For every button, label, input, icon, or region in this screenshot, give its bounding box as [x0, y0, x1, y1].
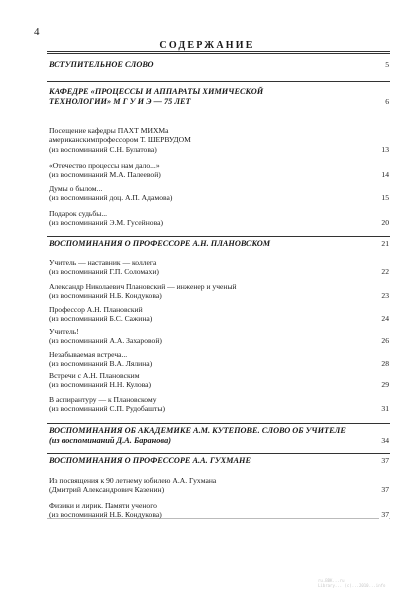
toc-entry-line: [49, 282, 389, 291]
toc-entry-line: [49, 395, 389, 404]
page-title: СОДЕРЖАНИЕ: [159, 40, 255, 51]
toc-page-number: 34: [381, 436, 389, 445]
toc-section[interactable]: [49, 456, 389, 466]
toc-entry-text: (из воспоминаний В.А. Лялина): [49, 359, 153, 369]
toc-entry-text: (из воспоминаний Н.Н. Кулова): [49, 380, 152, 390]
toc-entry-line: [49, 327, 389, 336]
toc-entry-text: ВОСПОМИНАНИЯ О ПРОФЕССОРЕ А.Н. ПЛАНОВСКОМ: [49, 239, 271, 248]
toc-entry-line: [49, 145, 389, 154]
toc-entry-line: [49, 485, 389, 494]
toc-entry-text: «Отечество процессы нам дало...»: [49, 161, 160, 170]
toc-entry-text: Незабываемая встреча...: [49, 350, 128, 359]
toc-entry-text: (из воспоминаний Б.С. Сажина): [49, 314, 153, 324]
toc-entry-text: В аспирантуру — к Плановскому: [49, 395, 157, 404]
toc-entry[interactable]: [49, 395, 389, 414]
toc-entry-line: [49, 350, 389, 359]
toc-entry-text: (из воспоминаний А.А. Захаровой): [49, 336, 162, 346]
toc-entry-line: [49, 305, 389, 314]
toc-entry-line: [49, 456, 389, 466]
toc-entry[interactable]: [49, 371, 389, 390]
toc-entry[interactable]: [49, 501, 389, 520]
toc-entry[interactable]: [49, 258, 389, 277]
toc-entry[interactable]: [49, 126, 389, 154]
toc-entry-text: Посещение кафедры ПАХТ МИХМа: [49, 126, 169, 135]
watermark-text: ru.BBK...ru: [318, 578, 345, 583]
toc-entry-line: [49, 426, 389, 436]
toc-entry-text: Профессор А.Н. Плановский: [49, 305, 143, 314]
toc-page-number: 24: [381, 314, 389, 324]
toc-entry-text: ТЕХНОЛОГИИ» М Г У И Э — 75 ЛЕТ: [49, 97, 191, 106]
toc-entry-line: [49, 209, 389, 218]
toc-entry-text: (из воспоминаний Э.М. Гусейнова): [49, 218, 163, 228]
toc-entry-line: [49, 336, 389, 345]
toc-entry-line: [49, 87, 389, 97]
toc-page-number: 31: [381, 404, 389, 414]
toc-page-number: 37: [381, 510, 389, 520]
toc-entry-line: [49, 170, 389, 179]
toc-entry-line: [49, 314, 389, 323]
toc-entry[interactable]: [49, 350, 389, 369]
toc-entry[interactable]: [49, 161, 389, 180]
toc-entry[interactable]: [49, 184, 389, 203]
toc-page-number: 26: [381, 336, 389, 346]
toc-entry-line: [49, 193, 389, 202]
toc-entry[interactable]: [49, 476, 389, 495]
toc-entry-line: [49, 258, 389, 267]
toc-entry-text: Встречи с А.Н. Плановским: [49, 371, 140, 380]
toc-entry-line: [49, 380, 389, 389]
toc-entry-text: КАФЕДРЕ «ПРОЦЕССЫ И АППАРАТЫ ХИМИЧЕСКОЙ: [49, 87, 264, 96]
toc-entry-text: ВОСПОМИНАНИЯ ОБ АКАДЕМИКЕ А.М. КУТЕПОВЕ. СЛОВО ОБ УЧИТЕЛЕ: [49, 426, 346, 435]
toc-entry-text: Из посвящения к 90 летнему юбилею А.А. Гухмана: [49, 476, 217, 485]
toc-entry-text: (из воспоминаний М.А. Палеевой): [49, 170, 161, 180]
toc-entry-text: американскимпрофессором Т. ШЕРВУДОМ: [49, 135, 191, 145]
toc-entry-line: [49, 60, 389, 70]
toc-entry-text: (из воспоминаний Н.Б. Кондукова): [49, 510, 162, 520]
toc-entry-text: Думы о былом...: [49, 184, 103, 193]
toc-entry-line: [49, 476, 389, 485]
toc-entry-text: Учитель!: [49, 327, 79, 336]
toc-entry-text: ВСТУПИТЕЛЬНОЕ СЛОВО: [49, 60, 154, 69]
toc-page-number: 6: [385, 97, 389, 106]
toc-entry-text: (Дмитрий Александрович Казенин): [49, 485, 165, 495]
toc-entry[interactable]: [49, 282, 389, 301]
toc-page-number: 20: [381, 218, 389, 228]
divider-rule: [47, 423, 390, 424]
toc-entry[interactable]: [49, 327, 389, 346]
toc-entry-text: (из воспоминаний Д.А. Баранова): [49, 436, 171, 445]
toc-section[interactable]: [49, 239, 389, 249]
toc-page-number: 23: [381, 291, 389, 301]
divider-rule: [47, 453, 390, 454]
toc-entry-line: [49, 126, 389, 135]
toc-entry-line: [49, 161, 389, 170]
toc-entry-line: [49, 436, 389, 446]
toc-entry-text: (из воспоминаний Г.П. Соломахи): [49, 267, 159, 277]
toc-entry-text: (из воспоминаний С.Н. Булатова): [49, 144, 157, 154]
toc-entry-text: Александр Николаевич Плановский — инженер и ученый: [49, 282, 237, 291]
toc-page-number: 28: [381, 359, 389, 369]
toc-entry-line: [49, 97, 389, 107]
toc-entry-text: Подарок судьбы...: [49, 209, 108, 218]
toc-entry-line: [49, 218, 389, 227]
toc-page-number: 13: [381, 144, 389, 154]
toc-section[interactable]: [49, 426, 389, 446]
toc-entry-line: [49, 404, 389, 413]
toc-entry-line: [49, 291, 389, 300]
toc-entry[interactable]: [49, 209, 389, 228]
toc-entry-text: ВОСПОМИНАНИЯ О ПРОФЕССОРЕ А.А. ГУХМАНЕ: [49, 456, 252, 465]
toc-section[interactable]: [49, 60, 389, 70]
toc-page-number: 29: [381, 380, 389, 390]
toc-page-number: 21: [381, 239, 389, 248]
toc-page-number: 5: [385, 60, 389, 69]
toc-entry-line: [49, 510, 389, 519]
divider-rule: [47, 81, 390, 82]
toc-entry[interactable]: [49, 305, 389, 324]
toc-page-number: 14: [381, 170, 389, 180]
toc-entry-line: [49, 501, 389, 510]
toc-entry-line: [49, 135, 389, 144]
toc-page-number: 22: [381, 267, 389, 277]
toc-entry-text: Физики и лирик. Памяти ученого: [49, 501, 157, 510]
divider-rule: [47, 236, 390, 237]
toc-entry-text: (из воспоминаний Н.Б. Кондукова): [49, 291, 162, 301]
toc-page-number: 37: [381, 485, 389, 495]
toc-entry-text: (из воспоминаний доц. А.П. Адамова): [49, 193, 173, 203]
toc-section[interactable]: [49, 87, 389, 107]
watermark-text: Library... (c)...2010...info: [318, 583, 386, 588]
toc-entry-line: [49, 359, 389, 368]
toc-entry-line: [49, 239, 389, 249]
toc-entry-line: [49, 267, 389, 276]
toc-entry-text: Учитель — наставник — коллега: [49, 258, 157, 267]
toc-page-number: 37: [381, 456, 389, 465]
toc-entry-line: [49, 184, 389, 193]
divider-rule: [47, 53, 390, 54]
page-number: 4: [34, 26, 40, 38]
toc-page-number: 15: [381, 193, 389, 203]
toc-entry-line: [49, 371, 389, 380]
toc-entry-text: (из воспоминаний С.П. Рудобашты): [49, 404, 165, 414]
